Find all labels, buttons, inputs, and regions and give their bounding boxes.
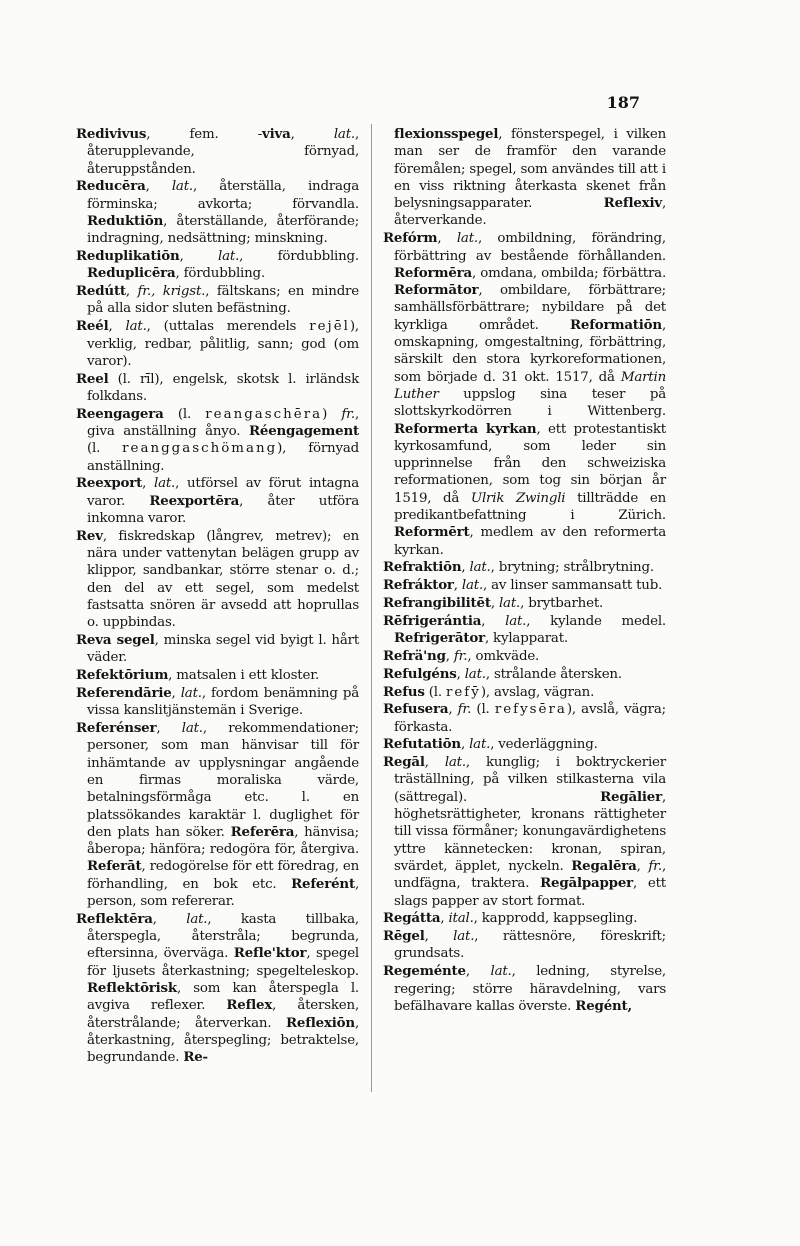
abbreviation: fr. (341, 406, 355, 422)
entry-text: , undfägna, traktera. (394, 858, 666, 892)
entry-text: , (445, 648, 454, 664)
entry-text: , fältskans; en mindre på alla sidor sluten befästning. (87, 284, 359, 317)
entry-text: , fönsterspegel, i vilken man ser de framför den varande föremålen; spegel, som användes till att i en viss riktning återkasta skenet från belysningsapparater. (394, 127, 666, 212)
sub-headword: Referāt (87, 858, 142, 875)
entry-text: , fiskredskap (långrev, metrev); en nära under vattenytan belägen grupp av klippor, sandbankar, större stenar o. d.; den del av ett segel, som medelst fastsatta snören är avsedd att hoprullas o. uppbindas. (87, 528, 359, 631)
pronunciation: reanggaschömang (122, 441, 278, 457)
entry-text: ), förnyad anställning. (87, 441, 359, 474)
abbreviation: lat. (218, 249, 240, 265)
entry-text: , (456, 666, 465, 682)
entry-text: , (461, 560, 470, 576)
entry-headword: Rēfrigerántia (383, 612, 482, 629)
dictionary-entry (383, 684, 666, 701)
abbreviation: lat. (181, 721, 203, 737)
entry-text: , kasta tillbaka, återspegla, återstråla; begrunda, eftersinna, överväga. (87, 911, 359, 962)
entry-headword: Reduplikatiōn (76, 248, 180, 265)
sub-headword: Reexportēra (149, 492, 240, 509)
sub-headword: Reflexiv (603, 195, 662, 212)
entry-text: , omkväde. (467, 648, 540, 664)
abbreviation: lat. (453, 929, 475, 945)
entry-text: , (424, 929, 454, 945)
entry-text: , strålande återsken. (485, 666, 622, 682)
abbreviation: lat. (186, 911, 208, 927)
entry-text: , (152, 911, 187, 927)
entry-text: , (636, 858, 649, 874)
entry-text: , återställa, indraga förminska; avkorta; förvandla. (87, 179, 359, 212)
entry-text: , medlem av den reformerta kyrkan. (394, 525, 666, 558)
abbreviation: fr. (453, 648, 468, 664)
dictionary-entry (383, 736, 666, 753)
dictionary-entry (383, 754, 666, 910)
entry-headword: Refráktor (383, 577, 454, 594)
dictionary-entry (76, 318, 359, 370)
entry-text: , ett slags papper av stort format. (394, 876, 666, 909)
sub-headword: Reformēra (394, 264, 473, 281)
entry-text: , kylapparat. (484, 631, 568, 647)
dictionary-entry (383, 666, 666, 683)
sub-headword: Regālier (600, 788, 662, 805)
entry-text: (l. (163, 406, 206, 422)
dictionary-entry (76, 371, 359, 406)
entry-text: , rekommendationer; personer, som man hänvisar till för inhämtande av upplysningar angående en firmas moraliska värde, betalningsförmåga etc. l. en platssökandes karaktär l. duglighet för den plats han söker. (87, 721, 359, 840)
dictionary-entry (383, 577, 666, 594)
abbreviation: ital. (448, 911, 474, 927)
entry-text: , fördubbling. (239, 249, 359, 265)
dictionary-entry (383, 648, 666, 665)
sub-headword: Reformātor (394, 282, 479, 299)
abbreviation: fr. (648, 858, 662, 874)
entry-headword: Refusera (383, 701, 449, 718)
entry-headword: Reengagera (76, 405, 164, 422)
entry-text: , ett protestantiskt kyrkosamfund, som leder sin upprinnelse från den schweiziska reformationen, som tog sin början år 1519, då (394, 421, 666, 506)
dictionary-entry (383, 613, 666, 648)
dictionary-entry (76, 178, 359, 247)
column-divider (371, 124, 372, 1092)
entry-text: , kapprodd, kappsegling. (473, 911, 638, 927)
entry-text: , redogörelse för ett föredrag, en förhandling, en bok etc. (87, 859, 359, 892)
dictionary-entry (76, 667, 359, 684)
abbreviation: lat. (171, 179, 193, 195)
entry-headword: Refrangibilitēt (383, 595, 491, 612)
abbreviation: lat. (461, 578, 484, 594)
dictionary-entry (76, 720, 359, 910)
page-number: 187 (606, 93, 640, 112)
entry-text: , återverkande. (394, 196, 666, 229)
abbreviation: Martin Luther (394, 369, 666, 402)
entry-headword: Reducēra (76, 178, 146, 195)
dictionary-entry (383, 595, 666, 612)
entry-text: , (142, 476, 154, 492)
entry-text: (l. (87, 441, 123, 457)
left-column (76, 126, 359, 1067)
entry-text: , (179, 249, 219, 265)
entry-headword: Redútt (76, 283, 126, 300)
abbreviation: lat. (456, 231, 478, 247)
dictionary-entry (383, 230, 666, 559)
entry-headword: Rēgel (383, 928, 425, 945)
entry-headword: Refórm (383, 230, 438, 247)
right-column (383, 126, 666, 1016)
entry-headword: Reflektēra (76, 910, 153, 927)
abbreviation: Ulrik Zwingli (470, 490, 566, 506)
entry-text: (l. (471, 702, 495, 718)
entry-text: , (453, 578, 462, 594)
abbreviation: lat. (125, 319, 147, 335)
abbreviation: lat. (490, 964, 512, 980)
dictionary-entry (76, 406, 359, 475)
entry-headword: Reexport (76, 475, 143, 492)
entry-text: , (290, 127, 334, 142)
abbreviation: lat. (498, 596, 521, 612)
entry-text: , (108, 319, 126, 335)
entry-text: , person, som refererar. (87, 876, 359, 910)
sub-headword: Reflexiōn (285, 1014, 355, 1031)
entry-headword: Redivivus (76, 126, 147, 142)
pronunciation: reangaschēra (205, 406, 323, 422)
sub-headword: Re- (183, 1049, 208, 1066)
abbreviation: lat. (180, 686, 202, 701)
entry-headword: Reél (76, 318, 109, 335)
entry-headword: Reva segel (76, 632, 155, 649)
entry-text: , (uttalas merendels (146, 319, 310, 335)
entry-text: tillträdde en predikantbefattning i Zürich. (394, 490, 666, 524)
entry-text: , utförsel av förut intagna varor. (87, 476, 359, 509)
entry-text: , (460, 737, 470, 753)
dictionary-entry (76, 248, 359, 283)
entry-headword: Refus (383, 683, 425, 700)
dictionary-entry (76, 632, 359, 667)
sub-headword: Reduplicēra (87, 265, 176, 282)
sub-headword: Réengagement (248, 423, 359, 440)
entry-text: , rättesnöre, föreskrift; grundsats. (394, 929, 666, 962)
entry-text: , (125, 284, 138, 300)
sub-headword: Refrigerātor (394, 630, 485, 647)
entry-text: , spegel för ljusets återkastning; spegelteleskop. (87, 946, 360, 979)
dictionary-entry (76, 528, 359, 632)
pronunciation: refȳ (445, 684, 481, 700)
entry-text: uppslog sina teser på slottskyrkodörren i Wittenberg. (394, 386, 666, 420)
entry-text: ), avslag, vägran. (480, 684, 595, 700)
entry-text: , ombildare, förbättrare; samhällsförbättrare; nybildare på det kyrkliga området. (394, 283, 666, 333)
entry-headword: Referénser (76, 720, 157, 737)
entry-text: , återsken, återstrålande; återverkan. (87, 998, 360, 1031)
sub-headword: Reformerta kyrkan (394, 420, 537, 437)
dictionary-entry (76, 685, 359, 720)
sub-headword: Referént (291, 875, 355, 892)
entry-headword: Regāl (383, 754, 425, 771)
dictionary-entry (76, 475, 359, 527)
sub-headword: Reformatiōn (569, 316, 662, 333)
sub-headword: Regént, (575, 997, 632, 1014)
entry-text: ), avslå, vägra; förkasta. (394, 702, 666, 735)
abbreviation: lat. (469, 560, 491, 576)
sub-headword: Reformērt (394, 524, 470, 541)
entry-text: , (490, 596, 499, 612)
entry-text: , fordom benämning på vissa kanslitjänstemän i Sverige. (87, 686, 359, 719)
entry-text: , (437, 231, 457, 247)
dictionary-entry (383, 559, 666, 576)
entry-text: , (424, 755, 445, 771)
abbreviation: lat. (469, 737, 491, 753)
entry-text: , hänvisa; åberopa; hänföra; redogöra för, återgiva. (87, 824, 359, 858)
abbreviation: fr. (457, 702, 472, 718)
entry-text: , återupplevande, förnyad, återuppstånden. (87, 127, 359, 177)
entry-text: , vederläggning. (490, 737, 598, 753)
dictionary-entry (76, 283, 359, 318)
entry-text: , ledning, styrelse, regering; större häravdelning, vars befälhavare kallas överste. (394, 964, 666, 1014)
entry-headword: Regeménte (383, 963, 466, 980)
entry-text: , återställande, återförande; indragning, nedsättning; minskning. (87, 213, 359, 247)
sub-headword: Regālpapper (540, 875, 634, 892)
dictionary-entry (383, 910, 666, 927)
dictionary-entry (383, 701, 666, 736)
entry-text: , av linser sammansatt tub. (483, 578, 663, 594)
abbreviation: lat. (505, 613, 527, 629)
sub-headword: Reflektōrisk (87, 980, 177, 997)
entry-text: (l. rīl), engelsk, skotsk l. irländsk folkdans. (87, 371, 359, 404)
entry-headword: Rev (76, 527, 103, 544)
entry-text: , fördubbling. (175, 266, 265, 282)
entry-text: ), verklig, redbar, pålitlig, sann; god (om varor). (87, 319, 359, 369)
entry-headword: Refrä'ng (383, 647, 446, 664)
abbreviation: lat. (464, 666, 486, 682)
abbreviation: lat. (333, 127, 355, 142)
entry-text: , (440, 911, 449, 927)
dictionary-entry (383, 928, 666, 963)
pronunciation: rejēl (309, 319, 350, 335)
entry-headword: Regátta (383, 910, 441, 927)
abbreviation: fr., krigst. (137, 284, 206, 300)
entry-headword: Referendārie (76, 685, 172, 701)
sub-headword: Referēra (230, 823, 295, 840)
dictionary-entry (76, 911, 359, 1067)
abbreviation: lat. (153, 476, 176, 492)
dictionary-entry (76, 126, 359, 178)
entry-text: , (481, 613, 506, 629)
entry-headword: Refulgéns (383, 665, 457, 682)
abbreviation: lat. (444, 755, 466, 771)
entry-text: , giva anställning ånyo. (87, 406, 359, 440)
entry-text: , brytbarhet. (520, 596, 604, 612)
entry-text: , (465, 964, 491, 980)
entry-headword: Refraktiōn (383, 559, 462, 576)
sub-headword: flexionsspegel (394, 126, 499, 142)
sub-headword: viva (262, 126, 291, 142)
entry-text: , minska segel vid byigt l. hårt väder. (87, 633, 360, 666)
entry-text: , fem. - (146, 127, 263, 142)
pronunciation: refysēra (494, 702, 567, 718)
entry-text: , omdana, ombilda; förbättra. (472, 265, 666, 281)
sub-headword: Refle'ktor (233, 945, 307, 962)
entry-text: , (448, 702, 458, 718)
entry-text: , höghetsrättigheter, kronans rättigheter till vissa förmåner; konungavärdighetens yttre kännetecken: kronan, spiran, svärdet, äpplet, nyckeln. (394, 789, 666, 874)
entry-text: , (145, 179, 172, 195)
entry-text: , återkastning, återspegling; betraktelse, begrundande. (87, 1015, 359, 1066)
entry-headword: Refektōrium (76, 667, 169, 684)
dictionary-entry (383, 126, 666, 230)
entry-text: , som kan återspegla l. avgiva reflexer. (87, 981, 359, 1014)
entry-headword: Reel (76, 370, 109, 387)
sub-headword: Reflex (226, 997, 273, 1014)
entry-text: , kunglig; i boktryckerier träställning, på vilken stilkasterna vila (sättregal). (394, 755, 666, 805)
dictionary-entry (383, 963, 666, 1015)
entry-text: , kylande medel. (526, 613, 666, 629)
entry-text: , ombildning, förändring, förbättring av bestående förhållanden. (394, 231, 666, 264)
entry-text: ) (322, 406, 342, 422)
entry-text: , (156, 721, 182, 737)
entry-headword: Refutatiōn (383, 736, 461, 753)
entry-text: , brytning; strålbrytning. (490, 560, 654, 576)
entry-text: , matsalen i ett kloster. (168, 668, 319, 684)
entry-text: (l. (424, 684, 446, 700)
entry-text: , (171, 686, 181, 701)
entry-text: , omskapning, omgestaltning, förbättring, särskilt den stora kyrkoreformationen, som började d. 31 okt. 1517, då (394, 317, 666, 385)
entry-text: , åter utföra inkomna varor. (87, 493, 359, 527)
sub-headword: Reduktiōn (87, 212, 164, 229)
sub-headword: Regalēra (571, 857, 637, 874)
